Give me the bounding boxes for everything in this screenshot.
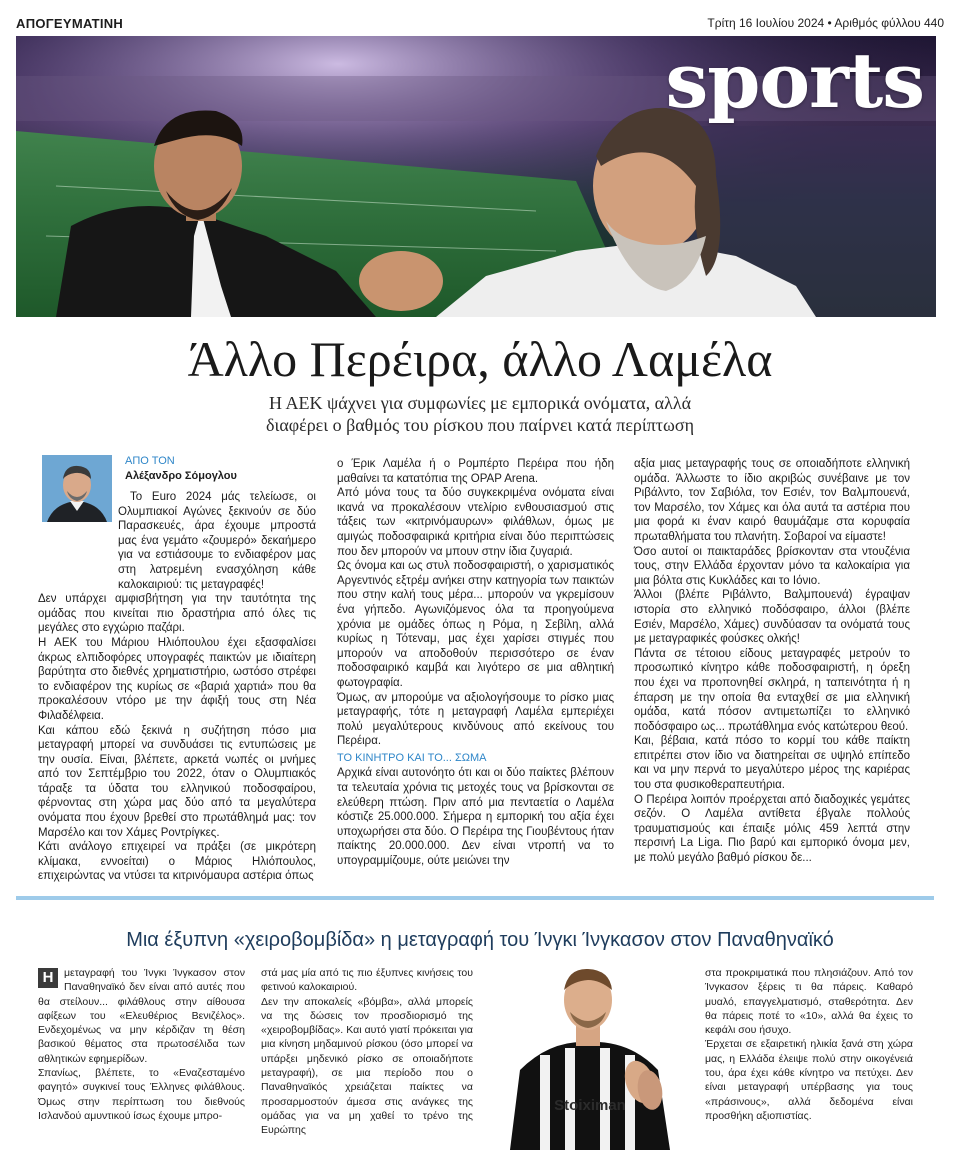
paragraph: Κάτι ανάλογο επιχειρεί να πράξει (σε μικρότερη κλίμακα, εννοείται) ο Μάριος Ηλιόπουλος, επιχειρώντας να ντύσει τα κιτρινόμαυρα αστέρια όπως: [38, 841, 316, 883]
paragraph: Και κάπου εδώ ξεκινά η συζήτηση πόσο μια μεταγραφή μπορεί να συνδυάσει τις εντυπώσεις με την ουσία. Είναι, βλέπετε, αρκετά νωπές οι μνήμες από τον Σεπτέμβριο του 2022, όταν ο Ολυμπιακός τάραξε τα ύδατα του ελληνικού ποδοσφαίρου, φέρνοντας στη χώρα μας δύο από τα μεγαλύτερα ονόματα που έχουν βρεθεί στο πρωτάθλημά μας: τον Μαρσέλο και τον Χάμες Ροντρίγκες.: [38, 724, 316, 839]
paragraph: Άλλοι (βλέπε Ριβάλντο, Βαλμπουενά) έγραψαν ιστορία στο ελληνικό ποδόσφαιρο, άλλοι (βλέπε Εσιέν, Μαρσέλο, Χάμες) συνδύασαν τα ονόματά τους με μεταγραφικές φούσκες ολκής!: [634, 589, 910, 646]
paragraph: ο Έρικ Λαμέλα ή ο Ρομπέρτο Περέιρα που ήδη μαθαίνει τα κατατόπια της OPAP Arena.: [337, 458, 614, 485]
subheading: ΤΟ ΚΙΝΗΤΡΟ ΚΑΙ ΤΟ... ΣΩΜΑ: [337, 751, 487, 764]
article-deck: [160, 392, 800, 436]
paragraph: μεταγραφή του Ίνγκι Ίνγκασον στον Παναθηναϊκό δεν είναι από αυτές που θα στείλουν... φιλάθλους στην αίθουσα αφίξεων του «Ελευθέριος Βενιζέλος». Ενδεχομένως να μην κέρδιζαν τη θέση βασικού θέματος στα πρωτοσέλιδα των αθλητικών εφημερίδων.: [38, 967, 245, 1065]
paragraph: Όσο αυτοί οι παικταράδες βρίσκονταν στα ντουζένια τους, στην Ελλάδα έρχονταν μόνο τα καλοκαίρια για μια βόλτα στις Κυκλάδες και το Ιόνιο.: [634, 545, 910, 587]
box-column-1: [38, 966, 245, 1123]
paragraph: Πάντα σε τέτοιου είδους μεταγραφές μετρούν το προσωπικό κίνητρο κάθε ποδοσφαιριστή, η όρεξη που έχει να προπονηθεί σκληρά, η ταπεινότητα ή η έπαρση με την οποία θα ενταχθεί σε μια ελληνική ομάδα, κατά πόσον αντιμετωπίζει το ελληνικό ποδόσφαιρο ως... πρωτάθλημα ενός κατώτερου θεού.: [634, 647, 910, 733]
section-title: sports: [665, 36, 924, 125]
deck-line-2: διαφέρει ο βαθμός του ρίσκου που παίρνει κατά περίπτωση: [266, 415, 694, 435]
paragraph: Δεν υπάρχει αμφισβήτηση για την ταυτότητα της ομάδας που κινείται πιο δραστήρια από όλες τις μεγάλες στο εγχώριο παζάρι.: [38, 593, 316, 635]
paragraph: Όμως, αν μπορούμε να αξιολογήσουμε το ρίσκο μιας μεταγραφής, τότε η μεταγραφή Λαμέλα εμπεριέχει πολύ μεγαλύτερους κινδύνους από εκείνους του Περέιρα.: [337, 691, 614, 748]
paragraph: αξία μιας μεταγραφής τους σε οποιαδήποτε ελληνική ομάδα. Άλλωστε το ίδιο ακριβώς συνέβαινε με τον Ριβάλντο, τον Σαβιόλα, τον Εσιέν, τον Βαλμπουενά, τον Μαρσέλο, τον Χάμες και όλα αυτά τα αστέρια που μια φορά κι έναν καιρό θαυμάζαμε στα κορυφαία πρωταθλήματα του πλανήτη. Σοβαροί να είμαστε!: [634, 458, 910, 543]
article-column-2: [337, 457, 614, 869]
paragraph: Το Euro 2024 μάς τελείωσε, οι Ολυμπιακοί Αγώνες ξεκινούν σε δύο Παρασκευές, άρα έχουμε μπροστά μας ένα γεμάτο «ζουμερό» δεκαήμερο για να εστιάσουμε το ενδιαφέρον μας στη λατρεμένη ενασχόληση κάθε καλοκαιριού: τις μεταγραφές!: [118, 491, 316, 591]
paragraph: Έρχεται σε εξαιρετική ηλικία ξανά στη χώρα μας, η Ελλάδα έλειψε πολύ στην οικογένειά του, άρα έχει κάθε κίνητρο να πετύχει. Δεν είναι μεταγραφή υπέρβασης για τους «πράσινους», αλλά δεδομένα είναι προσθήκη αξιοπιστίας.: [705, 1038, 913, 1122]
author-name: Αλέξανδρο Σόμογλου: [125, 470, 237, 482]
paragraph: Σπανίως, βλέπετε, το «Εναζεσταμένο φαγητό» συγκινεί τους Έλληνες φιλάθλους. Όμως στην περίπτωση του διεθνούς Ισλανδού αμυντικού ίσως έχουμε μπρο-: [38, 1067, 245, 1122]
paper-name: ΑΠΟΓΕΥΜΑΤΙΝΗ: [16, 16, 124, 31]
masthead: [16, 16, 944, 34]
paragraph: στα προκριματικά που πλησιάζουν. Από τον Ίνγκασον ξέρεις τι θα πάρεις. Καθαρό μυαλό, επαγγελματισμό, σταθερότητα. Δεν θα πάρεις ποτέ το «10», αλλά θα έχεις το κεφάλι σου ήσυχο.: [705, 967, 913, 1037]
article-column-1: [38, 490, 316, 884]
paragraph: Ο Περέιρα λοιπόν προέρχεται από διαδοχικές γεμάτες σεζόν. Ο Λαμέλα αντίθετα έβγαλε πολλούς τραυματισμούς και έπαιξε μόλις 459 λεπτά στην περσινή La Liga. Πιο βαρύ και εμπορικό όνομα μεν, με πολύ μεγάλο βαθμό ρίσκου δε...: [634, 793, 910, 865]
paragraph: Δεν την αποκαλείς «βόμβα», αλλά μπορείς να της δώσεις τον προσδιορισμό της «χειροβομβίδας». Και αυτό γιατί πρόκειται για μια κίνηση μηδαμινού ρίσκου (όσο μπορεί να υπάρξει μηδενικό ρίσκο σε οποιαδήποτε μεταγραφή), σε μια περίοδο που ο Παναθηναϊκός χρειάζεται παίκτες να προσαρμοστούν άμεσα στις ανάγκες της ομάδας για να μη χαθεί το τρένο της Ευρώπης: [261, 995, 473, 1137]
article-column-3: [634, 457, 910, 866]
paragraph: Αρχικά είναι αυτονόητο ότι και οι δύο παίκτες βλέπουν τα τελευταία χρόνια τις μετοχές τους να βρίσκονται σε ελεύθερη πτώση. Πριν από μια πενταετία ο Λαμέλα κόστιζε 25.000.000. Σήμερα η εμπορική του αξία έχει υποχωρήσει στα δύο. Ο Περέιρα της Γιουβέντους ήταν παίκτης 20.000.000. Δεν είναι ντροπή να το υπογραμμίζουμε, ούτε μειώνει την: [337, 767, 614, 868]
paragraph: στά μας μία από τις πιο έξυπνες κινήσεις του φετινού καλοκαιριού.: [261, 967, 473, 994]
shirt-sponsor: Stoiximan: [554, 1097, 626, 1114]
paragraph: Η ΑΕΚ του Μάριου Ηλιόπουλου έχει εξασφαλίσει άκρως ελπιδοφόρες υπογραφές παικτών με ιδιαίτερη βαρύτητα στο διεθνές χρηματιστήριο, ωστόσο στρέφει το ενδιαφέρον της κυρίως σε «βαριά χαρτιά» που θα προκαλέσουν ντόρο με την άφιξή τους στη Νέα Φιλαδέλφεια.: [38, 636, 316, 722]
box-headline: Μια έξυπνη «χειροβομβίδα» η μεταγραφή του Ίνγκι Ίνγκασον στον Παναθηναϊκό: [126, 929, 834, 951]
deck-line-1: Η ΑΕΚ ψάχνει για συμφωνίες με εμπορικά ονόματα, αλλά: [269, 393, 691, 413]
hero-photo: [16, 36, 936, 317]
paragraph: Ως όνομα και ως στυλ ποδοσφαιριστή, ο χαρισματικός Αργεντινός εξτρέμ ανήκει στην κατηγορία των παικτών που στην καλή τους μέρα... μπορούν να γκρεμίσουν ένα γήπεδο. Αγωνιζόμενος όλα τα προηγούμενα χρόνια με ομάδες όπως η Ρόμα, η Σεβίλη, αλλά κυρίως η Τότεναμ, μας έχει χαρίσει στιγμές που μπορούν να αποδοθούν περισσότερο σε έναν ποδοσφαιρικό καμβά και λιγότερο σε μια αθλητική φωτογραφία.: [337, 560, 614, 689]
box-column-2: [261, 966, 473, 1138]
drop-cap: Η: [38, 968, 58, 988]
article-headline: Άλλο Περέιρα, άλλο Λαμέλα: [187, 331, 773, 387]
player-photo: [490, 960, 690, 1150]
paragraph: Από μόνα τους τα δύο συγκεκριμένα ονόματα είναι ικανά να προκαλέσουν ντελίριο ενθουσιασμού στις τάξεις των «κιτρινόμαυρων» φιλάθλων, όμως με αμιγώς ποδοσφαιρικά κριτήρια είναι δύο περιπτώσεις που δεν μπορούν να μπουν στην ίδια ζυγαριά.: [337, 487, 614, 558]
paragraph: Και, βέβαια, κατά πόσο το κορμί του κάθε παίκτη επιτρέπει στον ίδιο να διατηρείται σε υψηλό επίπεδο και να μην περνά το μεγαλύτερο μέρος της καριέρας του στα φυσικοθεραπευτήρια.: [634, 735, 910, 792]
section-divider: [16, 896, 934, 900]
box-column-3: [705, 966, 913, 1123]
issue-line: Τρίτη 16 Ιουλίου 2024 • Αριθμός φύλλου 440: [707, 16, 944, 30]
author-kicker: ΑΠΟ ΤΟΝ: [125, 455, 175, 467]
